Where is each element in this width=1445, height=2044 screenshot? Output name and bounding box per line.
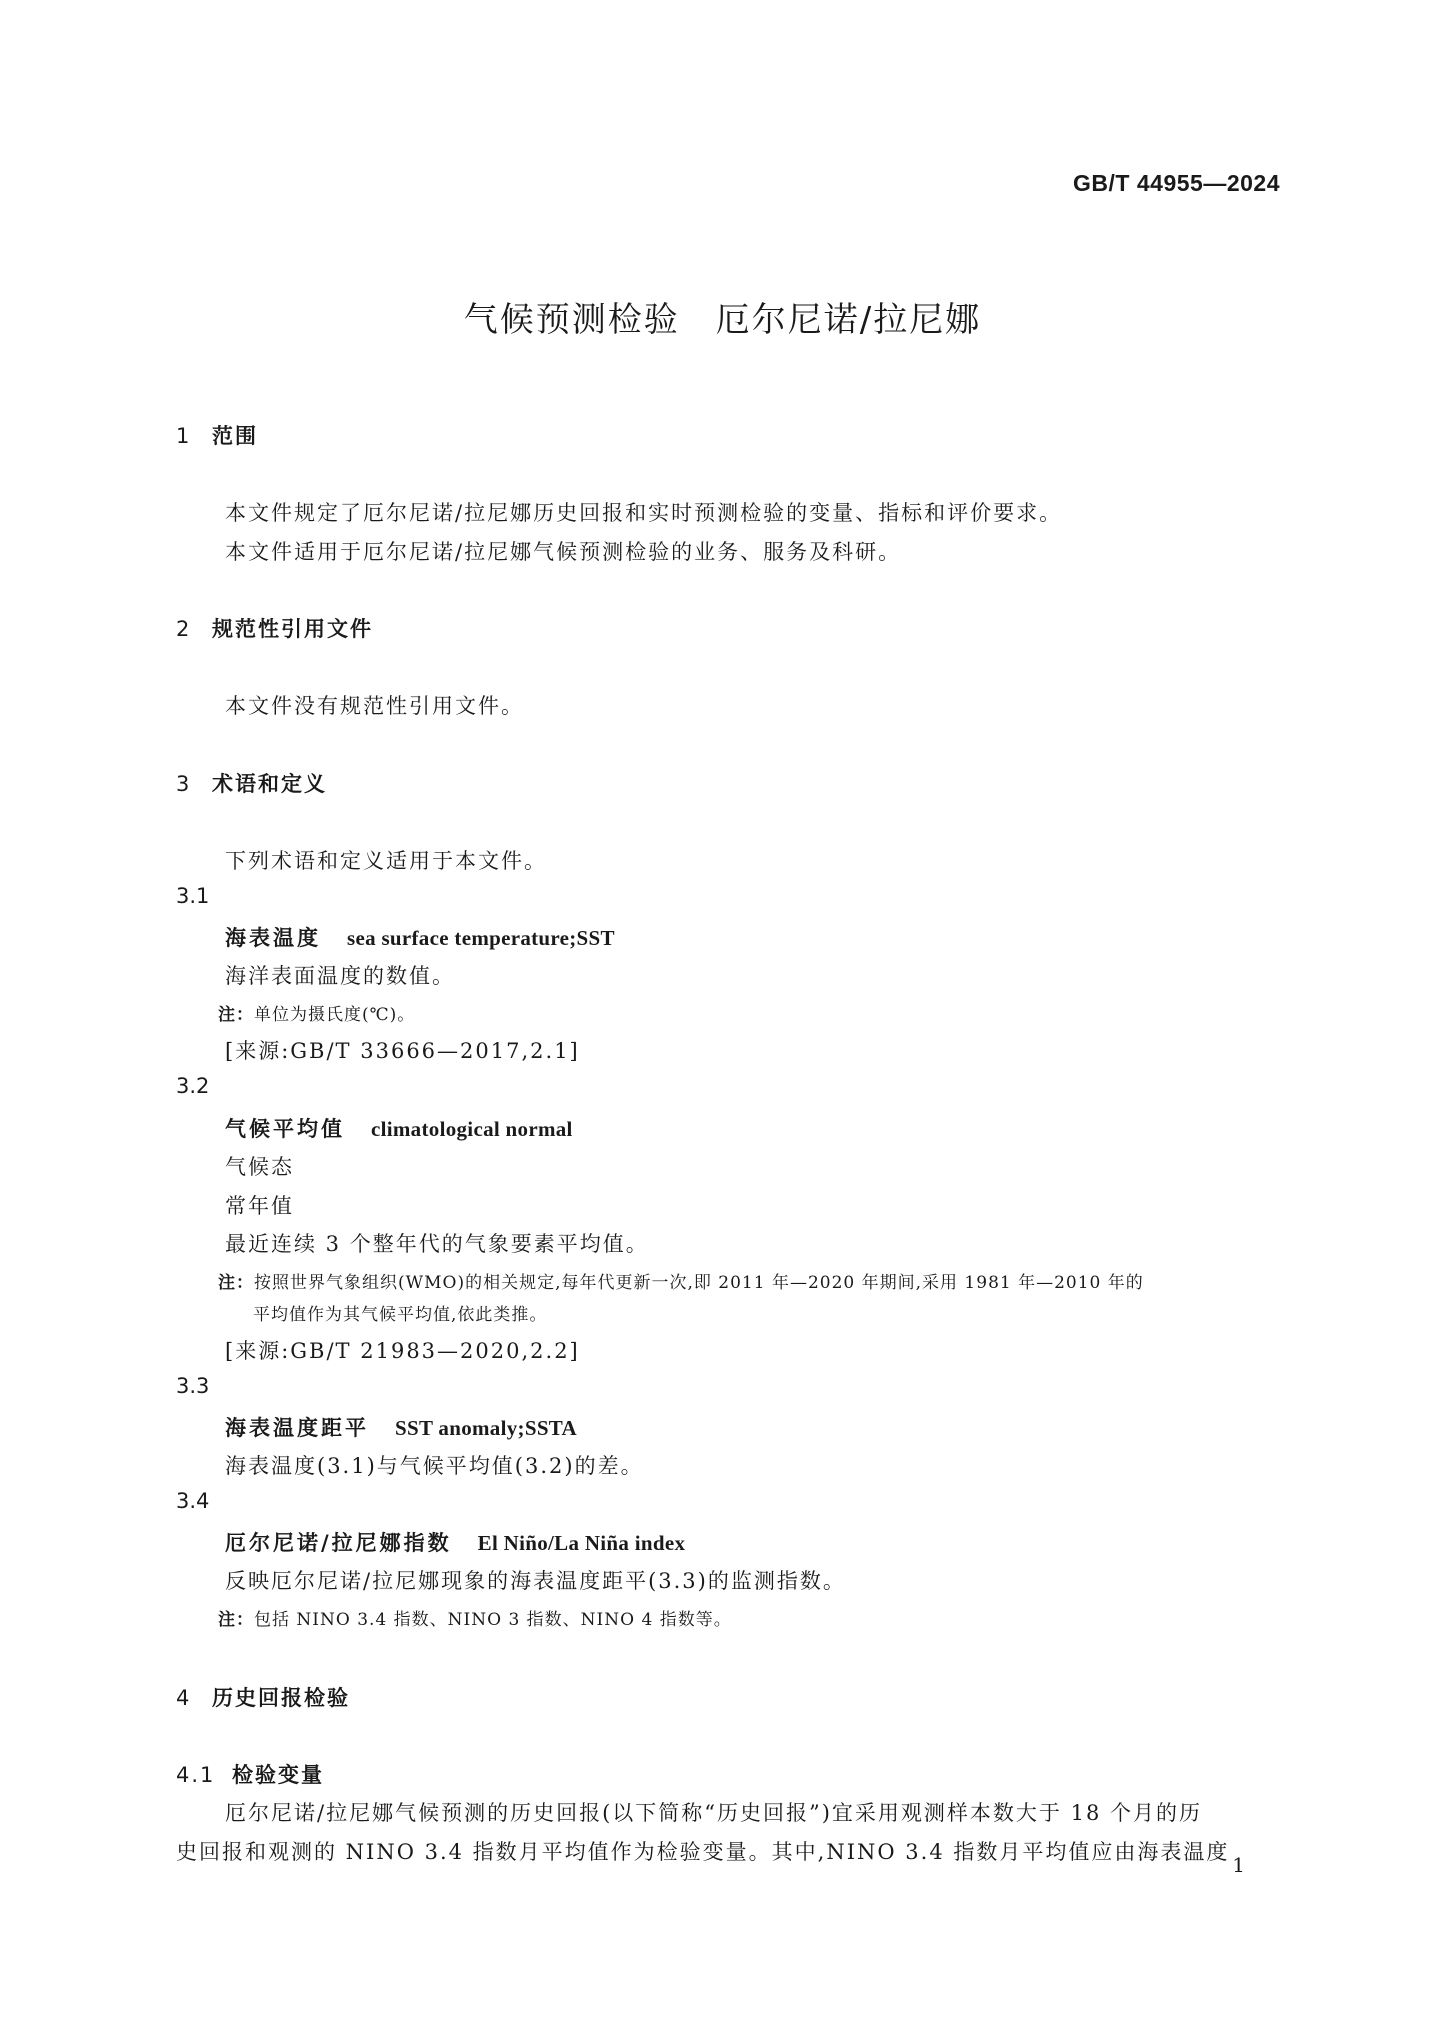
section-3-heading [176,768,327,798]
term-english: sea surface temperature;SST [347,926,615,950]
term-note [218,1268,1144,1293]
note-label: 注： [218,1610,254,1630]
term-synonym: 常年值 [225,1194,294,1218]
term-number: 3.3 [176,1374,210,1398]
section-2-heading [176,613,373,643]
section-number: 2 [176,617,192,641]
term-definition: 海洋表面温度的数值。 [225,964,455,988]
term-number: 3.1 [176,884,210,908]
section-title: 规范性引用文件 [212,617,373,641]
term-number: 3.4 [176,1489,210,1513]
term-definition: 反映厄尔尼诺/拉尼娜现象的海表温度距平(3.3)的监测指数。 [225,1569,846,1593]
term-heading [225,1527,685,1557]
note-label: 注： [218,1005,254,1025]
section-title: 术语和定义 [212,772,327,796]
note-label: 注： [218,1273,254,1293]
paragraph: 本文件规定了厄尔尼诺/拉尼娜历史回报和实时预测检验的变量、指标和评价要求。 [225,501,1063,525]
term-number: 3.2 [176,1074,210,1098]
section-number: 1 [176,424,192,448]
term-chinese: 海表温度 [225,926,321,950]
document-title: 气候预测检验 厄尔尼诺/拉尼娜 [463,300,982,340]
note-text: 单位为摄氏度(℃)。 [254,1005,416,1025]
section-number: 4 [176,1686,192,1710]
section-title: 历史回报检验 [212,1686,350,1710]
term-note [218,1605,732,1630]
term-chinese: 气候平均值 [225,1117,345,1141]
term-heading [225,1412,577,1442]
term-note [218,1000,415,1025]
paragraph: 下列术语和定义适用于本文件。 [225,849,547,873]
term-english: SST anomaly;SSTA [395,1416,578,1440]
section-1-heading [176,420,258,450]
section-4-heading [176,1682,350,1712]
term-heading [225,1113,573,1143]
term-definition: 最近连续 3 个整年代的气象要素平均值。 [225,1232,649,1256]
paragraph-line: 史回报和观测的 NINO 3.4 指数月平均值作为检验变量。其中,NINO 3.4 指数月平均值应由海表温度 [176,1840,1230,1864]
paragraph-line: 厄尔尼诺/拉尼娜气候预测的历史回报(以下简称“历史回报”)宜采用观测样本数大于 18 个月的历 [225,1801,1203,1825]
term-note-continued: 平均值作为其气候平均值,依此类推。 [253,1305,548,1325]
term-synonym: 气候态 [225,1155,294,1179]
page-number: 1 [1232,1853,1245,1877]
section-title: 范围 [212,424,258,448]
section-title: 检验变量 [232,1763,324,1787]
section-number: 3 [176,772,192,796]
standard-code: GB/T 44955—2024 [1073,170,1280,196]
term-definition: 海表温度(3.1)与气候平均值(3.2)的差。 [225,1454,644,1478]
term-english: climatological normal [371,1117,573,1141]
term-heading [225,922,615,952]
term-chinese: 海表温度距平 [225,1416,369,1440]
note-text: 包括 NINO 3.4 指数、NINO 3 指数、NINO 4 指数等。 [254,1610,732,1630]
paragraph: 本文件没有规范性引用文件。 [225,694,524,718]
term-chinese: 厄尔尼诺/拉尼娜指数 [225,1531,452,1555]
paragraph: 本文件适用于厄尔尼诺/拉尼娜气候预测检验的业务、服务及科研。 [225,540,902,564]
term-source: [来源:GB/T 21983—2020,2.2] [225,1339,580,1363]
section-4-1-heading [176,1759,324,1789]
term-source: [来源:GB/T 33666—2017,2.1] [225,1039,580,1063]
note-text: 按照世界气象组织(WMO)的相关规定,每年代更新一次,即 2011 年—2020 年期间,采用 1981 年—2010 年的 [254,1273,1144,1293]
term-english: El Niño/La Niña index [477,1531,686,1555]
section-number: 4.1 [176,1763,216,1787]
